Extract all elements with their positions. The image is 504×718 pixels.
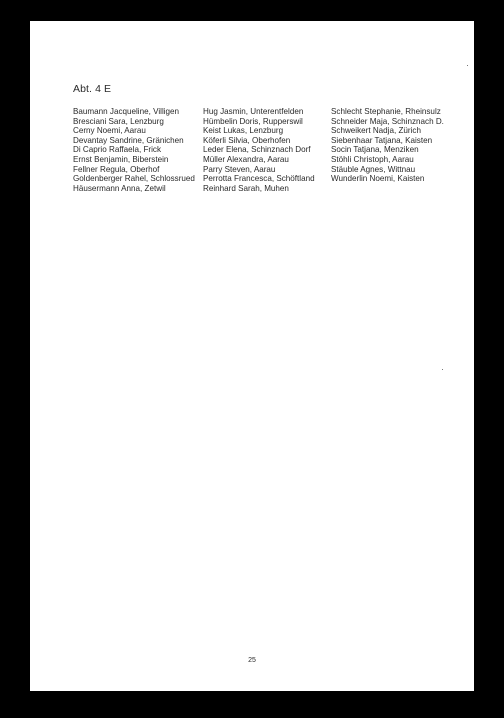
list-item: Hümbelin Doris, Rupperswil (203, 116, 303, 126)
list-item: Leder Elena, Schinznach Dorf (203, 145, 311, 155)
list-item: Baumann Jacqueline, Villigen (73, 107, 180, 116)
list-item: Häusermann Anna, Zetwil (73, 183, 166, 193)
list-item: Stäuble Agnes, Wittnau (331, 164, 416, 174)
list-item: Schneider Maja, Schinznach D. (331, 116, 444, 126)
list-item: Wunderlin Noemi, Kaisten (331, 174, 425, 184)
list-item: Goldenberger Rahel, Schlossrued (73, 174, 195, 184)
list-item: Di Caprio Raffaela, Frick (73, 145, 162, 155)
list-item: Keist Lukas, Lenzburg (203, 126, 284, 136)
document-page (30, 21, 474, 691)
list-item: Siebenhaar Tatjana, Kaisten (331, 135, 433, 145)
list-item: Cerny Noemi, Aarau (73, 126, 146, 136)
list-item: Ernst Benjamin, Biberstein (73, 154, 169, 164)
section-heading: Abt. 4 E (73, 83, 112, 95)
list-item: Socin Tatjana, Menziken (331, 145, 419, 155)
list-item: Köferli Silvia, Oberhofen (203, 135, 291, 145)
list-item: Schlecht Stephanie, Rheinsulz (331, 107, 441, 116)
list-item: Hug Jasmin, Unterentfelden (203, 107, 304, 116)
name-column-3 (331, 107, 444, 184)
list-item: Reinhard Sarah, Muhen (203, 183, 289, 193)
name-column-2 (203, 107, 315, 193)
list-item: Bresciani Sara, Lenzburg (73, 116, 164, 126)
list-item: Parry Steven, Aarau (203, 164, 276, 174)
scan-speck (467, 65, 468, 66)
list-item: Stöhli Christoph, Aarau (331, 154, 414, 164)
page-number: 25 (248, 657, 256, 664)
list-item: Perrotta Francesca, Schöftland (203, 174, 315, 184)
list-item: Müller Alexandra, Aarau (203, 154, 289, 164)
name-column-1 (73, 107, 195, 193)
list-item: Devantay Sandrine, Gränichen (73, 135, 184, 145)
list-item: Schweikert Nadja, Zürich (331, 126, 421, 136)
scan-speck (442, 369, 443, 370)
list-item: Fellner Regula, Oberhof (73, 164, 160, 174)
